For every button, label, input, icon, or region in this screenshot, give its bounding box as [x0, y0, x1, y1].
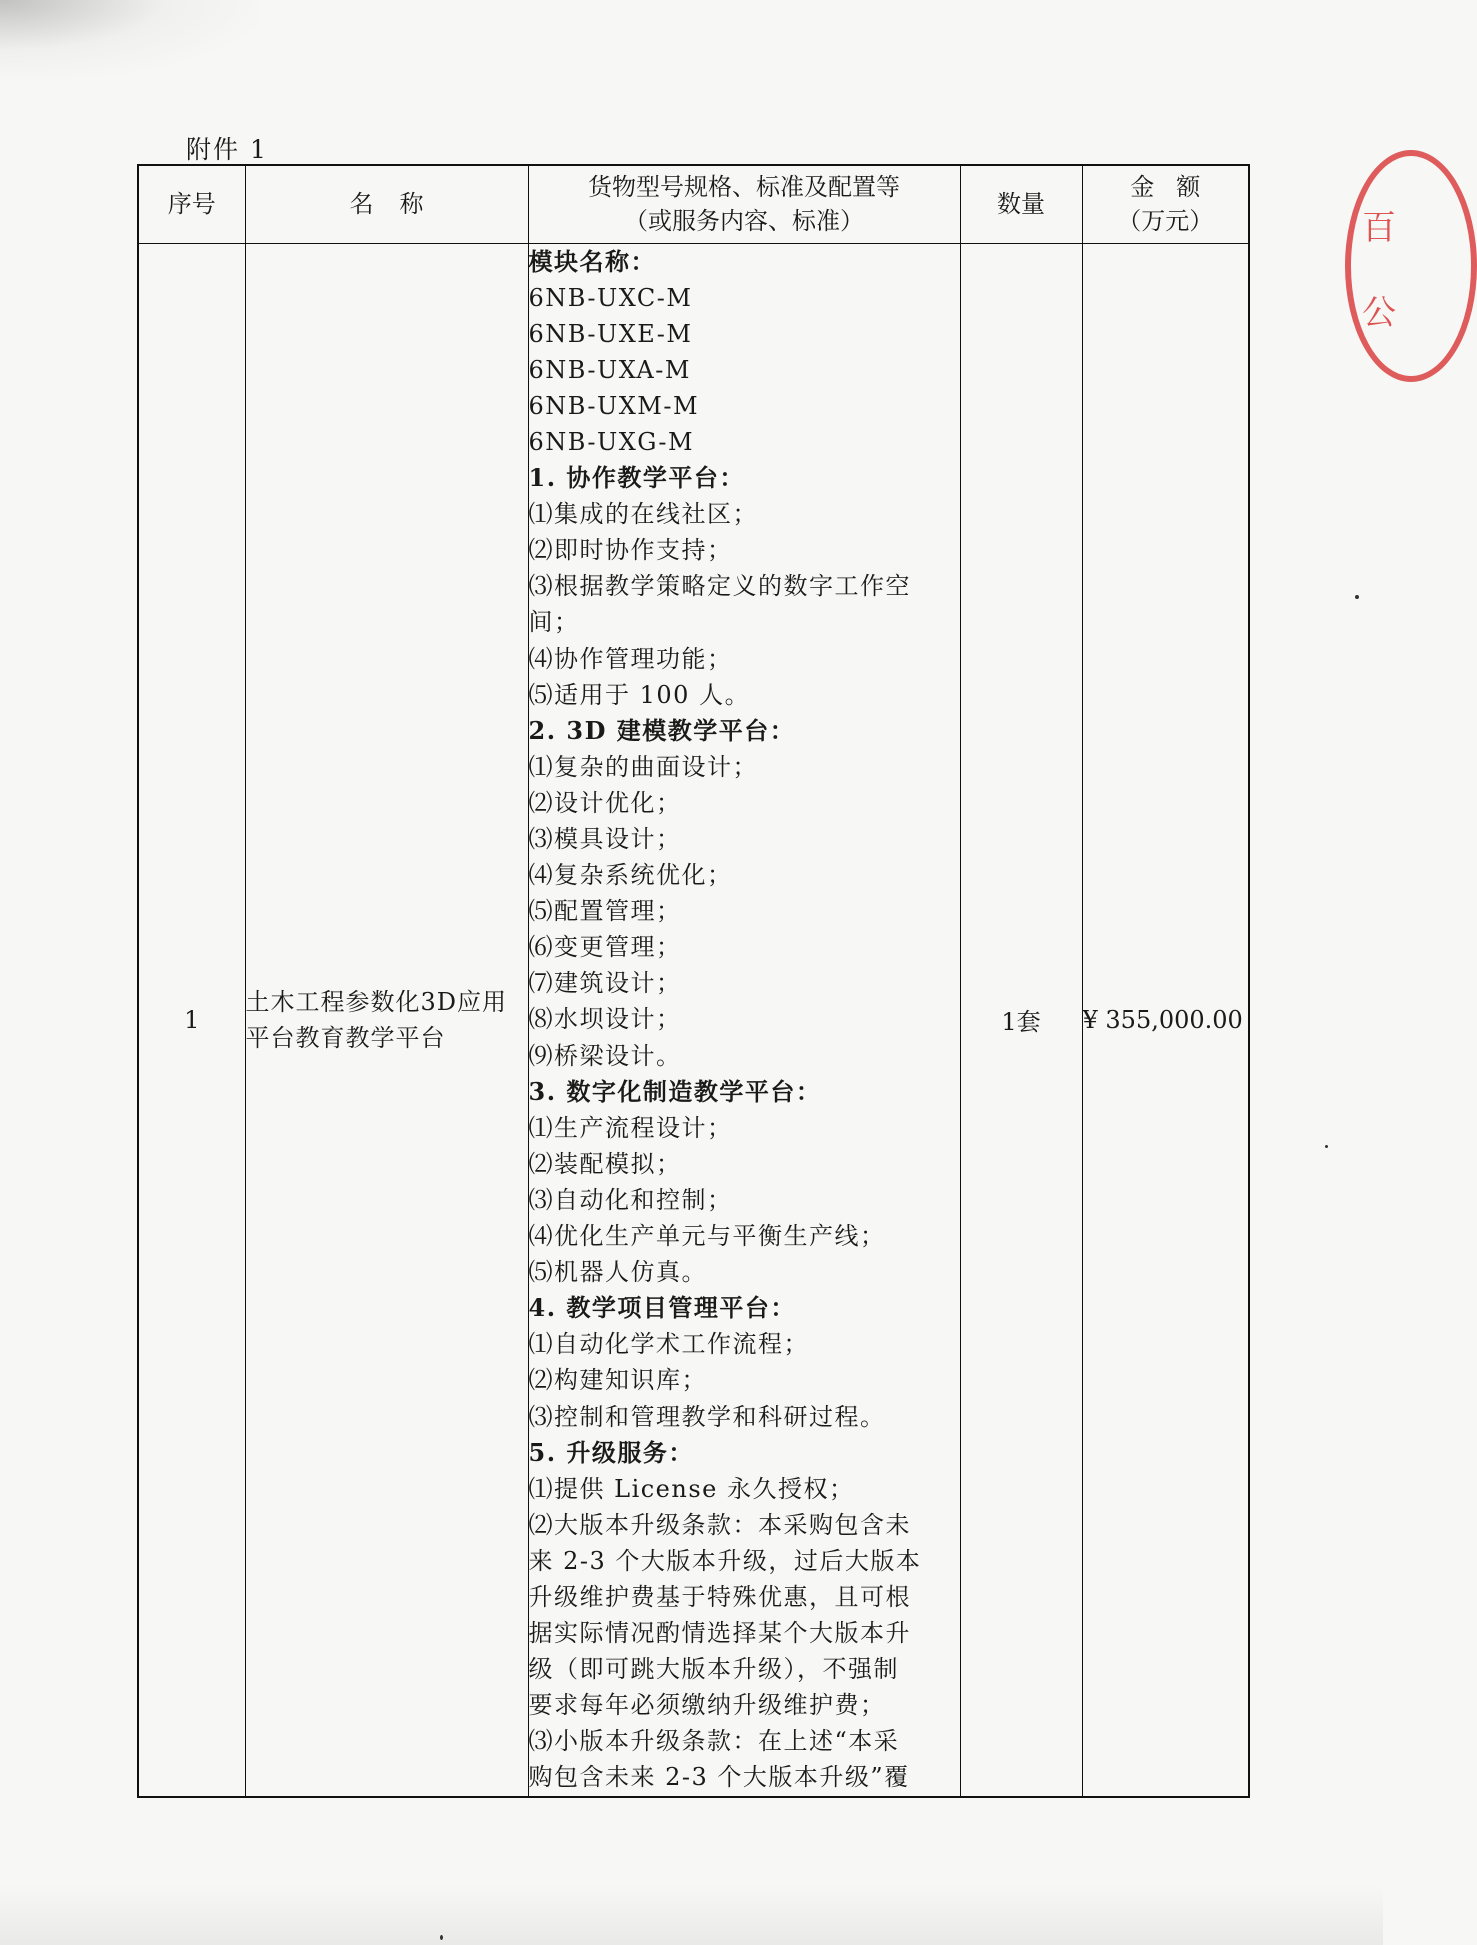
- spec-line: ⑴复杂的曲面设计；: [528, 752, 758, 781]
- spec-line: ⑺建筑设计；: [528, 969, 682, 998]
- row-name: 土木工程参数化3D应用平台教育教学平台: [245, 243, 528, 1797]
- table-header-row: [138, 165, 1249, 243]
- spec-line: ⑸适用于 100 人。: [528, 680, 751, 709]
- spec-line: ⑵构建知识库；: [528, 1366, 707, 1395]
- red-seal-stamp: [1345, 150, 1477, 382]
- spec-line: ⑸配置管理；: [528, 897, 682, 926]
- procurement-spec-table: [137, 164, 1250, 1798]
- spec-line: ⑶模具设计；: [528, 825, 682, 853]
- spec-line: ⑷复杂系统优化；: [528, 861, 733, 890]
- scan-speck: [1325, 1145, 1328, 1148]
- spec-line: ⑶根据教学策略定义的数字工作空: [528, 572, 911, 601]
- spec-line: 2. 3D 建模教学平台：: [528, 715, 796, 745]
- seal-mark-top: 百: [1362, 208, 1396, 248]
- spec-line: ⑻水坝设计；: [528, 1005, 682, 1034]
- spec-line: ⑵即时协作支持；: [528, 536, 733, 565]
- page-shadow: [0, 0, 260, 80]
- header-spec: [528, 165, 960, 243]
- spec-line: 4. 教学项目管理平台：: [528, 1293, 796, 1323]
- header-name: 名称: [245, 165, 528, 243]
- spec-line: 6NB-UXA-M: [528, 355, 691, 384]
- spec-line: 升级维护费基于特殊优惠，且可根: [528, 1582, 911, 1611]
- spec-line: ⑵大版本升级条款：本采购包含未: [528, 1510, 911, 1539]
- header-spec-line1: 货物型号规格、标准及配置等: [588, 173, 900, 202]
- spec-line: 3. 数字化制造教学平台：: [528, 1076, 822, 1106]
- spec-line: ⑵装配模拟；: [528, 1149, 682, 1178]
- spec-line: ⑸机器人仿真。: [528, 1258, 707, 1287]
- spec-line: ⑶控制和管理教学和科研过程。: [528, 1402, 886, 1431]
- page-shadow-bottom: [0, 1885, 1383, 1945]
- row-index: 1: [138, 243, 245, 1797]
- scan-speck: [440, 1935, 443, 1940]
- spec-line: 间；: [528, 608, 580, 637]
- spec-line: ⑴生产流程设计；: [528, 1113, 733, 1142]
- spec-line: ⑷优化生产单元与平衡生产线；: [528, 1222, 886, 1251]
- spec-line: 来 2-3 个大版本升级，过后大版本: [528, 1546, 922, 1575]
- header-spec-line2: （或服务内容、标准）: [624, 207, 864, 236]
- spec-line: 6NB-UXM-M: [528, 391, 700, 420]
- spec-line: ⑴集成的在线社区；: [528, 500, 758, 529]
- spec-lines: [529, 244, 960, 1796]
- spec-line: 5. 升级服务：: [528, 1437, 694, 1467]
- spec-line: ⑼桥梁设计。: [528, 1041, 682, 1070]
- spec-line: ⑹变更管理；: [528, 933, 682, 962]
- spec-line: 1. 协作教学平台：: [528, 463, 745, 493]
- spec-line: 模块名称：: [528, 246, 656, 276]
- scan-speck: [1355, 595, 1359, 599]
- header-amount-line1: 金额: [1130, 173, 1223, 202]
- attachment-label: 附件 1: [186, 135, 268, 164]
- spec-line: 级（即可跳大版本升级），不强制: [528, 1655, 899, 1684]
- spec-line: 要求每年必须缴纳升级维护费；: [528, 1691, 886, 1720]
- spec-line: 6NB-UXE-M: [528, 319, 693, 348]
- spec-line: ⑶小版本升级条款：在上述“本采: [528, 1727, 900, 1756]
- spec-line: ⑷协作管理功能；: [528, 644, 733, 673]
- row-quantity: 1套: [960, 243, 1082, 1797]
- spec-line: ⑴提供 License 永久授权；: [528, 1474, 855, 1503]
- seal-mark-bottom: 公: [1362, 293, 1396, 333]
- row-spec: [528, 243, 960, 1797]
- spec-line: 6NB-UXG-M: [528, 427, 695, 456]
- spec-line: ⑴自动化学术工作流程；: [528, 1330, 809, 1359]
- header-amount-line2: （万元）: [1117, 207, 1214, 236]
- spec-line: ⑶自动化和控制；: [528, 1185, 733, 1214]
- header-quantity: 数量: [960, 165, 1082, 243]
- row-amount: ¥ 355,000.00: [1082, 243, 1249, 1797]
- spec-line: ⑵设计优化；: [528, 788, 682, 817]
- header-index: 序号: [138, 165, 245, 243]
- header-amount: [1082, 165, 1249, 243]
- spec-line: 6NB-UXC-M: [528, 283, 693, 312]
- table-row: [138, 243, 1249, 1797]
- spec-line: 购包含未来 2-3 个大版本升级”覆: [528, 1763, 910, 1792]
- spec-line: 据实际情况酌情选择某个大版本升: [528, 1619, 911, 1648]
